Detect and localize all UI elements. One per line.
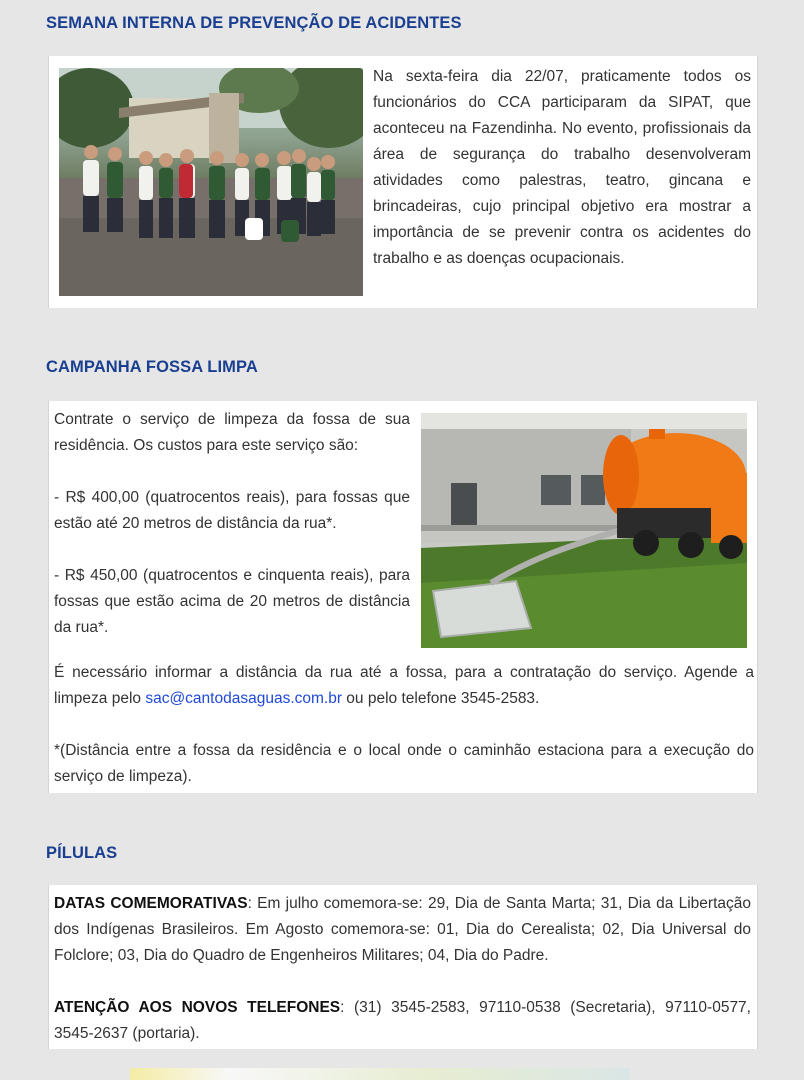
pilulas-phones xyxy=(54,995,751,1047)
fossa-price-1: - R$ 400,00 (quatrocentos reais), para fossas que estão até 20 metros de distância da rua*. xyxy=(54,489,410,532)
fossa-note: *(Distância entre a fossa da residência e o local onde o caminhão estaciona para a execução do serviço de limpeza). xyxy=(54,742,754,785)
sipat-text xyxy=(373,64,751,308)
truck-photo xyxy=(421,413,747,648)
section-title-pilulas: PÍLULAS xyxy=(46,844,118,862)
fossa-price-2: - R$ 450,00 (quatrocentos e cinquenta reais), para fossas que estão acima de 20 metros de distância da rua*. xyxy=(54,567,410,636)
fossa-details xyxy=(54,660,754,790)
sipat-card xyxy=(48,56,758,308)
fossa-intro: Contrate o serviço de limpeza da fossa de sua residência. Os custos para este serviço são: xyxy=(54,411,410,454)
group-photo xyxy=(59,68,363,296)
fossa-card xyxy=(48,401,758,793)
fossa-contact-post: ou pelo telefone 3545-2583. xyxy=(342,690,540,707)
footer-strip xyxy=(130,1068,630,1080)
group-photo-illustration xyxy=(59,68,363,296)
phones-text: : (31) 3545-2583, 97110-0538 (Secretaria), 97110-0577, 3545-2637 (portaria). xyxy=(54,999,751,1042)
dates-text: : Em julho comemora-se: 29, Dia de Santa Marta; 31, Dia da Libertação dos Indígenas Brasileiros. Em Agosto comemora-se: 01, Dia do Cerealista; 02, Dia Universal do Folclore; 03, Dia do Quadro de Engenheiros Militares; 04, Dia do Padre. xyxy=(54,895,752,964)
sipat-paragraph: Na sexta-feira dia 22/07, praticamente todos os funcionários do CCA participaram da SIPAT, que aconteceu na Fazendinha. No evento, profissionais da área de segurança do trabalho desenvolveram atividades como palestras, teatro, gincana e brincadeiras, cujo principal objetivo era mostrar a importância de se prevenir contra os acidentes do trabalho e as doenças ocupacionais. xyxy=(373,68,751,267)
fossa-prices xyxy=(54,407,410,648)
dates-label: DATAS COMEMORATIVAS xyxy=(54,895,248,912)
fossa-contact-pre: É necessário informar a distância da rua até a fossa, para a contratação do serviço. Agende a limpeza pelo xyxy=(54,664,754,707)
truck-photo-illustration xyxy=(421,413,747,648)
pilulas-card xyxy=(48,885,758,1049)
section-title-sipat: SEMANA INTERNA DE PREVENÇÃO DE ACIDENTES xyxy=(46,14,462,32)
phones-label: ATENÇÃO AOS NOVOS TELEFONES xyxy=(54,999,341,1016)
pilulas-dates xyxy=(54,891,751,969)
section-title-fossa: CAMPANHA FOSSA LIMPA xyxy=(46,358,258,376)
email-link[interactable]: sac@cantodasaguas.com.br xyxy=(145,690,342,707)
fossa-contact xyxy=(54,660,754,712)
